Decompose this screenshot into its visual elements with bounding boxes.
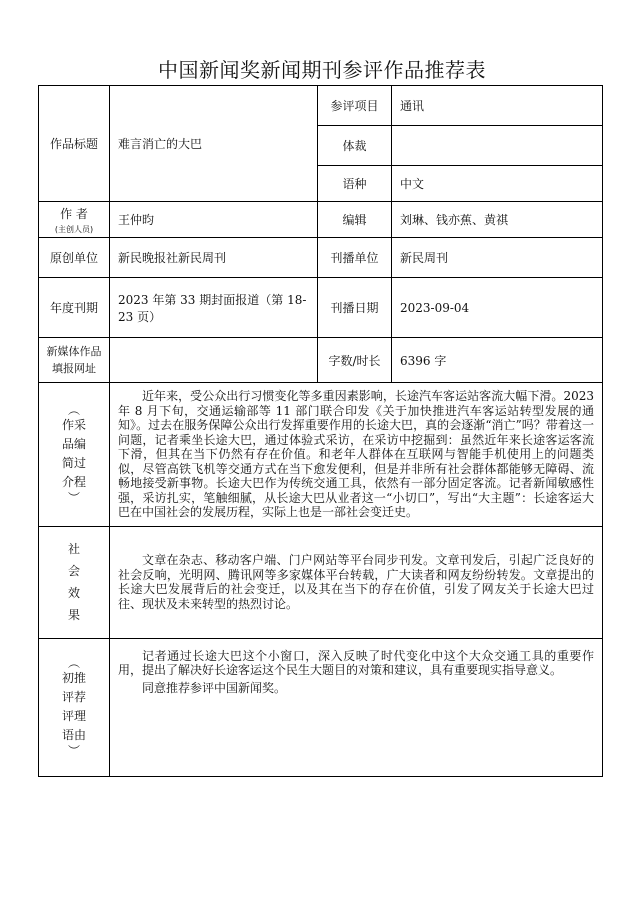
effect-label-line1: 社	[67, 542, 80, 556]
category-value: 通讯	[392, 86, 603, 126]
issue-value: 2023 年第 33 期封面报道（第 18-23 页）	[110, 278, 318, 338]
review-content	[110, 638, 603, 776]
issue-label: 年度刊期	[39, 278, 110, 338]
editor-value: 刘琳、钱亦蕉、黄祺	[392, 202, 603, 238]
new-media-label-line1: 新媒体作品	[46, 345, 102, 358]
language-label: 语种	[318, 166, 392, 202]
publish-unit-value: 新民周刊	[392, 238, 603, 278]
work-title-value: 难言消亡的大巴	[110, 86, 318, 202]
review-label-line3: 评理	[61, 709, 86, 723]
intro-paren-close: ︶	[67, 491, 80, 506]
intro-label	[39, 383, 110, 527]
effect-label-line4: 果	[67, 608, 80, 622]
intro-label-line3: 简过	[61, 456, 86, 471]
word-count-value: 6396 字	[392, 338, 603, 383]
new-media-label-line2: 填报网址	[52, 362, 96, 375]
intro-content	[110, 383, 603, 527]
publish-date-value: 2023-09-04	[392, 278, 603, 338]
publish-date-label: 刊播日期	[318, 278, 392, 338]
original-unit-value: 新民晚报社新民周刊	[110, 238, 318, 278]
intro-text: 近年来，受公众出行习惯变化等多重因素影响，长途汽车客运站客流大幅下滑。2023 年 8 月下旬，交通运输部等 11 部门联合印发《关于加快推进汽车客运站转型发展的通知》。过去在服务保障公众出行发挥重要作用的长途大巴，真的会逐渐“消亡”吗？带着这一问题，记者乘坐长途大巴，通过体验式采访，在采访中挖掘到：虽然近年来长途客运客流下滑，但其在当下仍然有存在价值。和老年人群体在互联网与智能手机使用上的问题类似，尽管高铁飞机等交通方式在当下愈发便利，但是并非所有社会群体都能够无障碍、流畅地接受新事物。长途大巴作为传统交通工具，依然有一部分固定客流。记者新闻敏感性强，采访扎实，笔触细腻，从长途大巴从业者这一“小切口”，写出“大主题”：长途客运大巴在中国社会的发展历程，实际上也是一部社会变迁史。	[118, 389, 594, 519]
author-value: 王仲昀	[110, 202, 318, 238]
review-paren-open: ︵	[67, 656, 80, 670]
new-media-label	[39, 338, 110, 383]
review-text-2: 同意推荐参评中国新闻奖。	[142, 680, 287, 695]
genre-label: 体裁	[318, 126, 392, 166]
review-label	[39, 638, 110, 776]
publish-unit-label: 刊播单位	[318, 238, 392, 278]
effect-content	[110, 526, 603, 638]
word-count-label: 字数/时长	[318, 338, 392, 383]
effect-label-line3: 效	[67, 586, 80, 600]
effect-label	[39, 526, 110, 638]
effect-text: 文章在杂志、移动客户端、门户网站等平台同步刊发。文章刊发后，引起广泛良好的社会反响，光明网、腾讯网等多家媒体平台转载，广大读者和网友纷纷转发。文章提出的长途大巴发展背后的社会变迁，以及其在当下的存在价值，引发了网友关于长途大巴过往、现状及未来转型的热烈讨论。	[118, 553, 594, 611]
review-label-line4: 语由	[61, 728, 86, 742]
new-media-url-value	[110, 338, 318, 383]
author-label-sub: (主创人员)	[54, 224, 94, 234]
language-value: 中文	[392, 166, 603, 202]
work-title-label: 作品标题	[39, 86, 110, 202]
intro-label-line4: 介程	[61, 475, 86, 490]
genre-value	[392, 126, 603, 166]
author-label	[39, 202, 110, 238]
author-label-main: 作 者	[60, 206, 88, 221]
effect-label-line2: 会	[67, 564, 80, 578]
recommendation-form	[38, 85, 603, 777]
review-label-line1: 初推	[61, 671, 86, 685]
intro-paren-open: ︵	[67, 403, 80, 418]
review-text-1: 记者通过长途大巴这个小窗口，深入反映了时代变化中这个大众交通工具的重要作用，提出了解决好长途客运这个民生大题目的对策和建议，具有重要现实指导意义。	[118, 648, 594, 677]
intro-label-line1: 作采	[61, 418, 86, 433]
review-label-line2: 评荐	[61, 690, 86, 704]
intro-label-line2: 品编	[61, 437, 86, 452]
original-unit-label: 原创单位	[39, 238, 110, 278]
review-paren-close: ︶	[67, 744, 80, 758]
editor-label: 编辑	[318, 202, 392, 238]
category-label: 参评项目	[318, 86, 392, 126]
page-title: 中国新闻奖新闻期刊参评作品推荐表	[158, 58, 486, 82]
